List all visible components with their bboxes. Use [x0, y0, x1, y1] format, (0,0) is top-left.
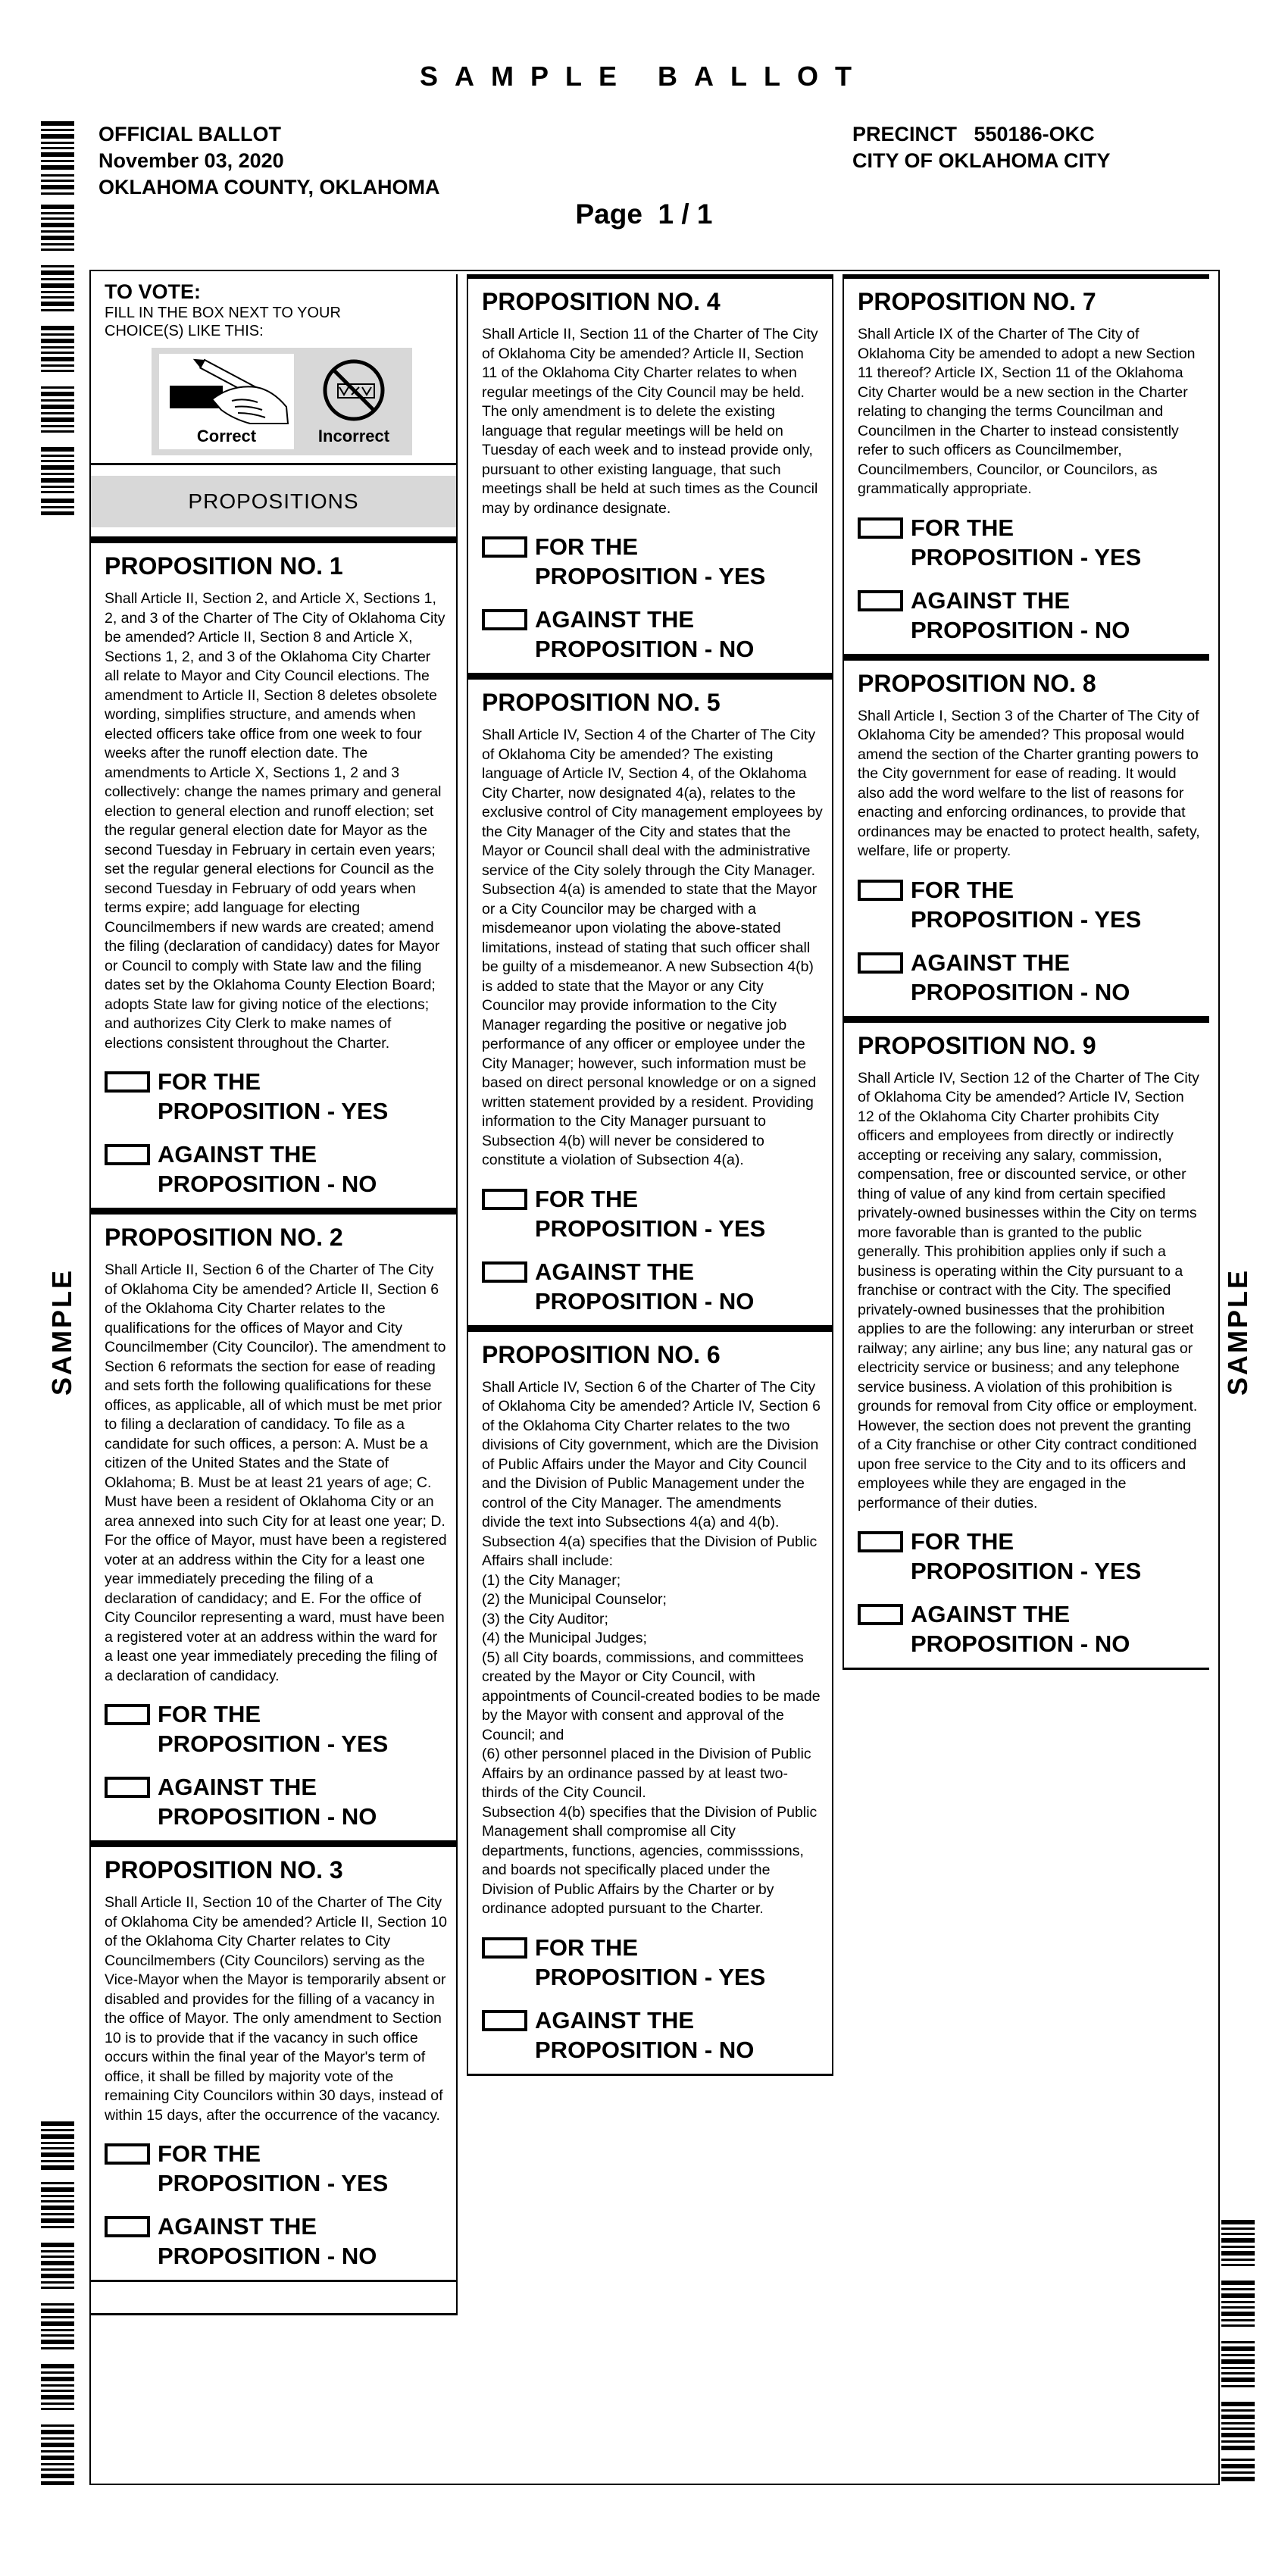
vote-box[interactable] — [482, 1189, 527, 1210]
proposition-title: PROPOSITION NO. 2 — [105, 1224, 343, 1251]
proposition-1 — [91, 539, 458, 1210]
marking-examples — [152, 348, 412, 455]
proposition-text: Shall Article IV, Section 4 of the Charter of The City of Oklahoma City be amended? The existing language of Article IV, Section 4, of the Oklahoma City Charter, now designated 4(a), relates to the exclusive control of City management employees by the City Manager of the City and states that the Mayor or Council shall deal with the administrative service of the City solely through the City Manager. Subsection 4(a) is amended to state that the Mayor or a City Councilor may be charged with a misdemeanor upon violating the above-stated limitations, instead of stating that such officer shall be guilty of a misdemeanor. A new Subsection 4(b) is added to state that the Mayor or any City Councilor may provide information to the City Manager regarding the positive or negative job performance of any officer or employee under the City Manager; however, such information must be based on direct personal knowledge or on a signed written statement provided by a resident. Providing information to the City Manager pursuant to Subsection 4(b) will never be considered to constitute a violation of Subsection 4(a). — [482, 727, 823, 1168]
vote-box[interactable] — [482, 1261, 527, 1283]
proposition-text: Shall Article IV, Section 6 of the Charter of The City of Oklahoma City be amended? Article IV, Section 6 of the Oklahoma City Charter relates to the two divisions of City government, which are the Division of Public Affairs under the Mayor and City Council and the Division of Public Management under the control of the City Manager. The amendments divide the text into Subsections 4(a) and 4(b). Subsection 4(a) specifies that the Division of Public Affairs shall include: (1) the City Manager; (2) the Municipal Counselor; (3) the City Auditor; (4) the Municipal Judges; (5) all City boards, commissions, and committees created by the Mayor or City Council, with appointments of Council-created bodies to be made by the Mayor with consent and approval of the Council; and (6) other personnel placed in the Division of Public Affairs by an ordinance passed by at least two-thirds of the City Council. Subsection 4(b) specifies that the Division of Public Management shall compromise all City departments, functions, agencies, commisssions, and boards not specifically placed under the Division of Public Affairs by the Charter or by ordinance adopted pursuant to the Charter. — [482, 1378, 821, 1917]
vote-no-option[interactable] — [482, 1257, 823, 1316]
proposition-3 — [91, 1843, 458, 2282]
vote-box[interactable] — [105, 1704, 150, 1725]
proposition-title: PROPOSITION NO. 1 — [105, 552, 343, 580]
instructions-text: FILL IN THE BOX NEXT TO YOUR CHOICE(S) LIKE THIS: — [105, 305, 341, 339]
vote-box[interactable] — [105, 2216, 150, 2237]
column-end-spacer — [91, 2282, 458, 2315]
correct-label: Correct — [196, 427, 257, 445]
vote-no-option[interactable] — [105, 1772, 447, 1831]
barcode-left-top — [41, 121, 74, 515]
vote-box[interactable] — [482, 2010, 527, 2031]
vote-yes-label: FOR THE PROPOSITION - YES — [911, 876, 1142, 933]
vote-box[interactable] — [858, 1604, 903, 1625]
ballot-title: SAMPLE BALLOT — [420, 61, 868, 92]
vote-yes-label: FOR THE PROPOSITION - YES — [535, 1185, 766, 1242]
vote-no-option[interactable] — [858, 1599, 1200, 1658]
vote-box[interactable] — [105, 1777, 150, 1798]
proposition-text: Shall Article II, Section 11 of the Charter of The City of Oklahoma City be amended? Article II, Section 11 of the Oklahoma City Charter relates to when regular meetings of the City Council may be held. The only amendment is to delete the existing language that regular meetings will be held on Tuesday of each week and to instead provide only, pursuant to other existing language, that such meetings shall be held at such times as the Council may by ordinance designate. — [482, 326, 818, 517]
ballot-column-1 — [91, 274, 458, 2315]
vote-no-label: AGAINST THE PROPOSITION - NO — [158, 1141, 377, 1197]
header-city: CITY OF OKLAHOMA CITY — [852, 149, 1111, 172]
vote-yes-option[interactable] — [105, 1067, 447, 1126]
vote-no-option[interactable] — [482, 2005, 823, 2065]
vote-box[interactable] — [482, 536, 527, 558]
vote-yes-label: FOR THE PROPOSITION - YES — [158, 2140, 389, 2196]
ballot-header-left — [98, 121, 439, 201]
page-number: Page 1 / 1 — [575, 199, 713, 230]
ballot-column-2 — [467, 274, 833, 2076]
proposition-title: PROPOSITION NO. 4 — [482, 288, 721, 315]
vote-no-option[interactable] — [858, 948, 1200, 1007]
proposition-text: Shall Article IV, Section 12 of the Charter of The City of Oklahoma City be amended? Article IV, Section 12 of the Oklahoma City Charter prohibits City officers and employees from directly or indirectly accepting or receiving any salary, commission, compensation, free or discounted service, or other thing of value of any kind from certain specified privately-owned businesses within the City on terms more favorable than is granted to the public generally. This prohibition applies only if such a business is operating within the City pursuant to a franchise or contract with the City. The specified privately-owned businesses that the prohibition applies to are the following: any interurban or street railway; any airline; any bus line; any natural gas or electricity service or business; and any telephone service business. A violation of this prohibition is grounds for removal from City office or employment. However, the section does not prevent the granting of a City franchise or other City contract conditioned upon free service to the City and to its officers and employees while they are engaged in the performance of their duties. — [858, 1069, 1199, 1512]
proposition-text: Shall Article II, Section 2, and Article X, Sections 1, 2, and 3 of the Charter of The City of Oklahoma City be amended? Article II, Section 8 and Article X, Sections 1, 2, and 3 of the Oklahoma City Charter all relate to Mayor and City Council elections. The amendment to Article II, Section 8 deletes obsolete wording, simplifies structure, and amends when elected officers take office from one week to four weeks after the runoff election date. The amendments to Article X, Sections 1, 2 and 3 collectively: change the names primary and general election to general election and runoff election; set the regular general election date for Mayor as the second Tuesday in February in certain even years; set the regular general elections for Council as the second Tuesday in February of odd years when terms expire; add language for electing Councilmembers if new wards are created; amend the filing (declaration of candidacy) dates for Mayor or Council to comply with State law and the filing dates set by the Oklahoma County Election Board; adopts State law for giving notice of the elections; and authorizes City Clerk to make names of elections consistent throughout the Charter. — [105, 590, 445, 1052]
proposition-6 — [467, 1327, 833, 2076]
vote-no-option[interactable] — [858, 586, 1200, 645]
vote-yes-label: FOR THE PROPOSITION - YES — [158, 1701, 389, 1757]
incorrect-label: Incorrect — [317, 427, 390, 445]
vote-box[interactable] — [858, 952, 903, 974]
proposition-text: Shall Article IX of the Charter of The City of Oklahoma City be amended to adopt a new Section 11 thereof? Article IX, Section 11 of the Oklahoma City Charter would be a new section in the Charter relating to changing the terms Councilman and Councilmen in the Charter to instead consistently refer to such officers as Councilmember, Councilmembers, Councilor, or Councilors, as grammatically appropriate. — [858, 326, 1196, 497]
proposition-text: Shall Article II, Section 10 of the Charter of The City of Oklahoma City be amended? Article II, Section 10 of the Oklahoma City Charter relates to City Councilmembers (City Councilors) serving as the Vice-Mayor when the Mayor is temporarily absent or disabled and provides for the filling of a vacancy in the office of Mayor. The only amendment to Section 10 is to provide that if the vacancy in such office occurs within the final year of the Mayor's term of office, it shall be filled by majority vote of the remaining City Councilors within 30 days, instead of within 15 days, after the occurrence of the vacancy. — [105, 1894, 447, 2124]
proposition-8 — [843, 656, 1209, 1018]
proposition-7 — [843, 274, 1209, 656]
vote-no-option[interactable] — [482, 605, 823, 664]
proposition-title: PROPOSITION NO. 5 — [482, 689, 721, 716]
proposition-2 — [91, 1210, 458, 1843]
proposition-text: Shall Article I, Section 3 of the Charter of The City of Oklahoma City be amended? This proposal would amend the section of the Charter granting powers to the City government for ease of reading. It would also add the word welfare to the list of reasons for enacting and enforcing ordinances, to provide that ordinances may be enacted to protect health, safety, welfare, life or property. — [858, 707, 1200, 859]
vote-no-label: AGAINST THE PROPOSITION - NO — [535, 2006, 755, 2063]
vote-box[interactable] — [105, 1144, 150, 1165]
vote-box[interactable] — [858, 1531, 903, 1552]
vote-yes-label: FOR THE PROPOSITION - YES — [535, 533, 766, 589]
vote-yes-option[interactable] — [105, 2139, 447, 2198]
vote-no-label: AGAINST THE PROPOSITION - NO — [535, 606, 755, 662]
vote-box[interactable] — [482, 609, 527, 630]
proposition-4 — [467, 274, 833, 675]
vote-yes-option[interactable] — [105, 1699, 447, 1758]
proposition-title: PROPOSITION NO. 9 — [858, 1031, 1096, 1059]
vote-no-option[interactable] — [105, 1140, 447, 1199]
side-label-left: SAMPLE — [46, 1268, 77, 1396]
barcode-left-bottom — [41, 2121, 74, 2485]
prohibited-mark-icon — [303, 354, 405, 430]
instructions-title: TO VOTE: — [105, 280, 202, 303]
ballot-header-right — [852, 121, 1111, 174]
vote-yes-option[interactable] — [858, 875, 1200, 934]
vote-yes-option[interactable] — [858, 1527, 1200, 1586]
vote-no-label: AGAINST THE PROPOSITION - NO — [158, 1774, 377, 1830]
vote-box[interactable] — [105, 1071, 150, 1093]
vote-yes-label: FOR THE PROPOSITION - YES — [535, 1934, 766, 1990]
vote-box[interactable] — [858, 590, 903, 611]
vote-no-option[interactable] — [105, 2212, 447, 2271]
header-official-ballot: OFFICIAL BALLOT — [98, 123, 281, 145]
vote-box[interactable] — [482, 1937, 527, 1959]
vote-yes-label: FOR THE PROPOSITION - YES — [911, 514, 1142, 571]
barcode-right-bottom — [1221, 2220, 1255, 2485]
proposition-title: PROPOSITION NO. 6 — [482, 1340, 721, 1368]
filled-box-icon — [159, 354, 294, 430]
proposition-text: Shall Article II, Section 6 of the Charter of The City of Oklahoma City be amended? Article II, Section 6 of the Oklahoma City Charter relates to the qualifications for the offices of Mayor and City Councilmember (City Councilor). The amendment to Section 6 reformats the section for ease of reading and sets forth the following qualifications for these offices, as applicable, all of which must be met prior to filing a declaration of candidacy. To file as a candidate for such offices, a person: A. Must be a citizen of the United States and the State of Oklahoma; B. Must be at least 21 years of age; C. Must have been a resident of Oklahoma City or an area annexed into such City for at least one year; D. For the office of Mayor, must have been a registered voter at an address within the City for a least one year immediately preceding the filing of a declaration of candidacy; and E. For the office of City Councilor representing a ward, must have been a registered voter at an address within the ward for a least one year immediately preceding the filing of a declaration of candidacy. — [105, 1261, 447, 1684]
vote-yes-option[interactable] — [482, 532, 823, 591]
header-election-date: November 03, 2020 — [98, 149, 284, 172]
vote-no-label: AGAINST THE PROPOSITION - NO — [911, 949, 1130, 1005]
section-heading-box — [91, 465, 458, 539]
side-label-right: SAMPLE — [1222, 1268, 1253, 1396]
header-precinct: PRECINCT 550186-OKC — [852, 123, 1095, 145]
vote-box[interactable] — [105, 2143, 150, 2165]
correct-example — [159, 354, 294, 449]
vote-box[interactable] — [858, 517, 903, 539]
vote-no-label: AGAINST THE PROPOSITION - NO — [158, 2213, 377, 2269]
proposition-9 — [843, 1018, 1209, 1671]
header-county: OKLAHOMA COUNTY, OKLAHOMA — [98, 176, 440, 199]
incorrect-example — [303, 354, 405, 449]
section-heading: PROPOSITIONS — [91, 476, 456, 527]
vote-no-label: AGAINST THE PROPOSITION - NO — [911, 586, 1130, 643]
vote-yes-label: FOR THE PROPOSITION - YES — [158, 1068, 389, 1124]
ballot-column-3 — [843, 274, 1209, 1670]
vote-yes-label: FOR THE PROPOSITION - YES — [911, 1528, 1142, 1584]
vote-yes-option[interactable] — [482, 1933, 823, 1992]
vote-yes-option[interactable] — [482, 1184, 823, 1243]
vote-yes-option[interactable] — [858, 513, 1200, 572]
vote-no-label: AGAINST THE PROPOSITION - NO — [535, 1258, 755, 1315]
voting-instructions — [91, 274, 458, 465]
proposition-title: PROPOSITION NO. 3 — [105, 1856, 343, 1884]
proposition-title: PROPOSITION NO. 8 — [858, 669, 1096, 697]
vote-box[interactable] — [858, 880, 903, 901]
vote-no-label: AGAINST THE PROPOSITION - NO — [911, 1601, 1130, 1657]
proposition-title: PROPOSITION NO. 7 — [858, 288, 1096, 315]
proposition-5 — [467, 675, 833, 1327]
